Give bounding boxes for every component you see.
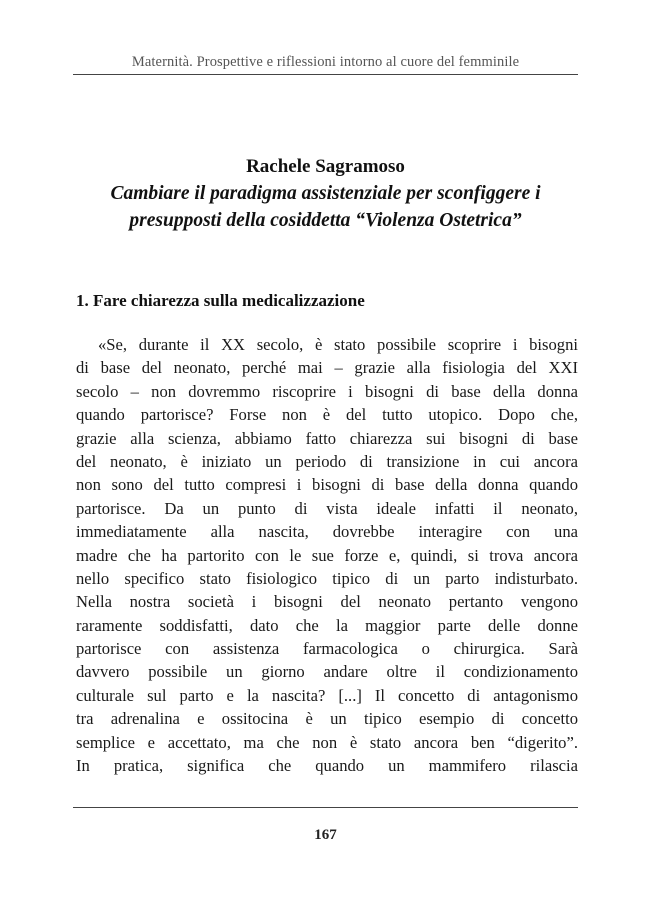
body-line: semplice e accettato, ma che non è stato ancora ben “digerito”. (76, 732, 578, 752)
body-line: tra adrenalina e ossitocina è un tipico esempio di concetto (76, 709, 578, 729)
body-line: immediatamente alla nascita, dovrebbe interagire con una (76, 522, 578, 542)
body-line: partorisce. Da un punto di vista ideale infatti il neonato, (76, 498, 578, 518)
body-line: Nella nostra società i bisogni del neonato pertanto vengono (76, 592, 578, 612)
body-line: quando partorisce? Forse non è del tutto utopico. Dopo che, (76, 405, 578, 425)
body-line: raramente soddisfatti, dato che la maggior parte delle donne (76, 615, 578, 635)
body-line: «Se, durante il XX secolo, è stato possibile scoprire i bisogni (98, 335, 578, 354)
body-line: madre che ha partorito con le sue forze e, quindi, si trova ancora (76, 545, 578, 565)
section-heading: 1. Fare chiarezza sulla medicalizzazione (76, 291, 365, 310)
footer-divider (73, 807, 578, 808)
body-line: non sono del tutto compresi i bisogni di base della donna quando (76, 475, 578, 495)
body-text (76, 333, 578, 777)
article-title-line: presupposti della cosiddetta “Violenza Ostetrica” (129, 210, 522, 231)
body-line: In pratica, significa che quando un mammifero rilascia (76, 756, 578, 776)
article-title-line: Cambiare il paradigma assistenziale per sconfiggere i (110, 183, 541, 204)
body-line: grazie alla scienza, abbiamo fatto chiarezza sui bisogni di base (76, 428, 578, 448)
body-line: culturale sul parto e la nascita? [...] Il concetto di antagonismo (76, 685, 578, 705)
body-line: nello specifico stato fisiologico tipico di un parto indisturbato. (76, 568, 578, 588)
body-line: davvero possibile un giorno andare oltre il condizionamento (76, 662, 578, 682)
header-divider (73, 74, 578, 75)
running-header: Maternità. Prospettive e riflessioni intorno al cuore del femminile (131, 54, 520, 70)
page-number: 167 (314, 827, 337, 843)
body-line: secolo – non dovremmo riscoprire i bisogni di base della donna (76, 381, 578, 401)
article-title (73, 180, 578, 234)
author-name: Rachele Sagramoso (246, 156, 405, 177)
body-line: del neonato, è iniziato un periodo di transizione in cui ancora (76, 451, 578, 471)
body-line: partorisce con assistenza farmacologica o chirurgica. Sarà (76, 639, 578, 659)
body-line: di base del neonato, perché mai – grazie alla fisiologia del XXI (76, 358, 578, 378)
